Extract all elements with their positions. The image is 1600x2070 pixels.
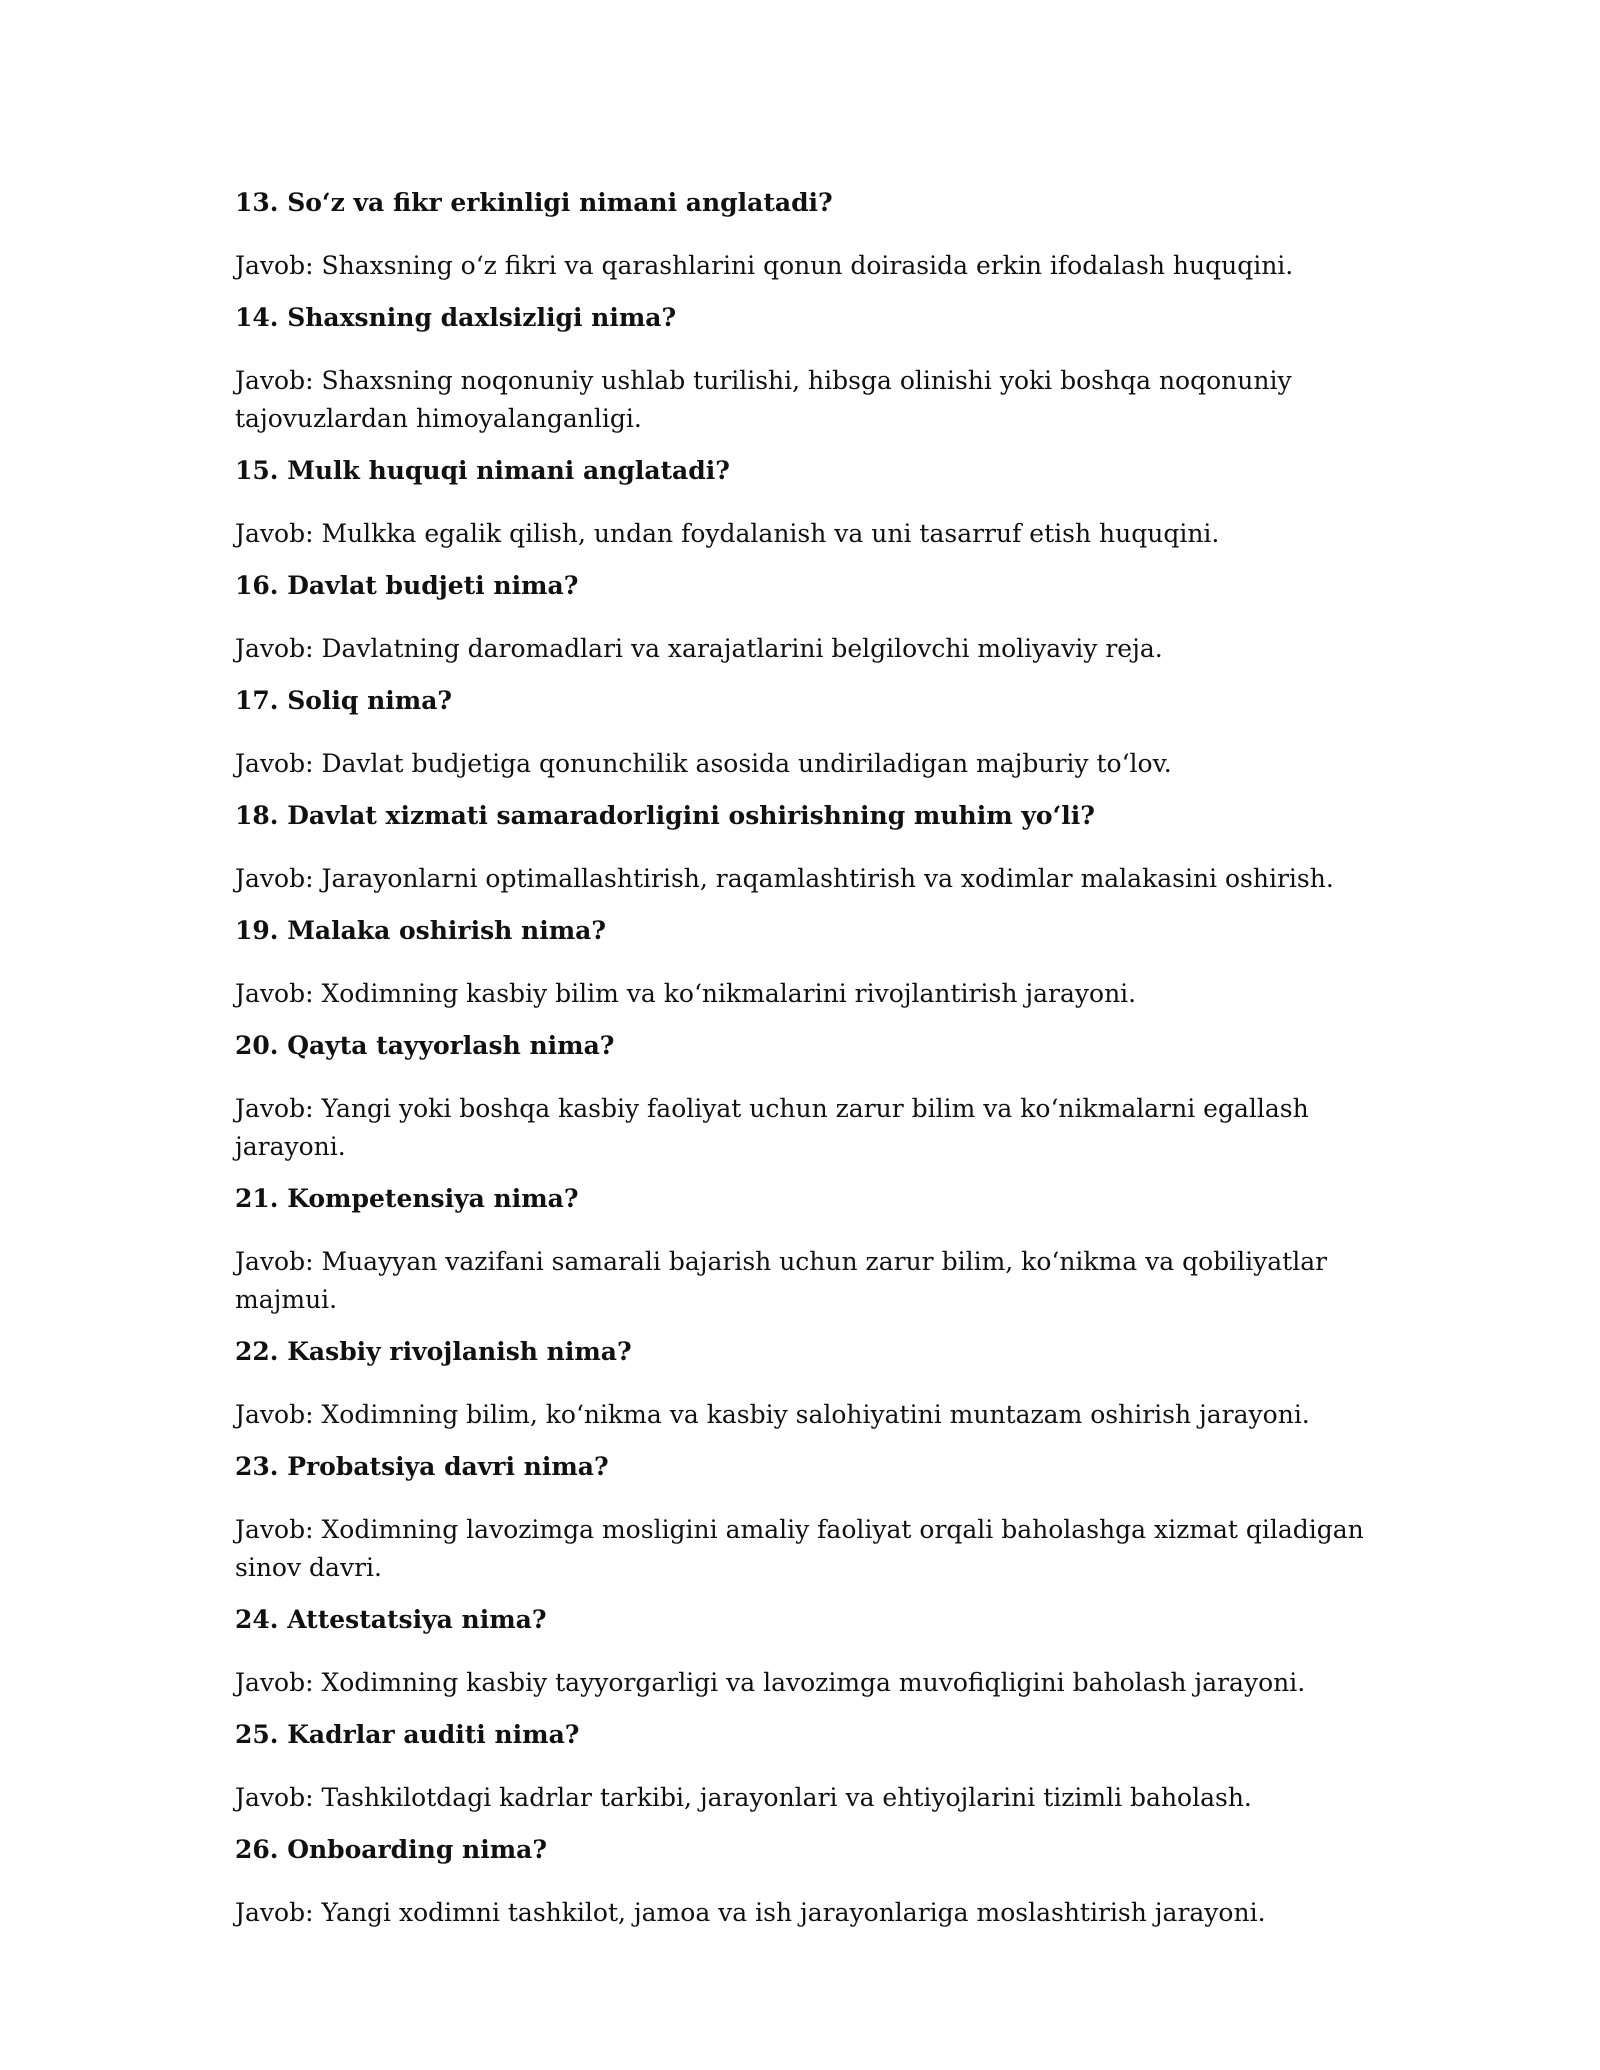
question: 17. Soliq nima?	[235, 686, 453, 715]
question: 15. Mulk huquqi nimani anglatadi?	[235, 456, 730, 485]
qa-item-16	[235, 567, 1395, 668]
question: 13. So‘z va fikr erkinligi nimani anglatadi?	[235, 188, 833, 217]
question: 19. Malaka oshirish nima?	[235, 916, 607, 945]
qa-item-26	[235, 1831, 1395, 1932]
question: 26. Onboarding nima?	[235, 1835, 547, 1864]
qa-item-25	[235, 1716, 1395, 1817]
qa-item-21	[235, 1180, 1395, 1319]
answer: Javob: Yangi xodimni tashkilot, jamoa va ish jarayonlariga moslashtirish jarayoni.	[235, 1898, 1266, 1927]
question: 14. Shaxsning daxlsizligi nima?	[235, 303, 677, 332]
answer: Javob: Xodimning lavozimga mosligini amaliy faoliyat orqali baholashga xizmat qiladigan sinov davri.	[235, 1515, 1364, 1582]
qa-item-19	[235, 912, 1395, 1013]
qa-item-15	[235, 452, 1395, 553]
answer: Javob: Xodimning kasbiy tayyorgarligi va lavozimga muvofiqligini baholash jarayoni.	[235, 1668, 1306, 1697]
question: 25. Kadrlar auditi nima?	[235, 1720, 580, 1749]
question: 24. Attestatsiya nima?	[235, 1605, 547, 1634]
qa-item-24	[235, 1601, 1395, 1702]
qa-item-23	[235, 1448, 1395, 1587]
qa-item-17	[235, 682, 1395, 783]
qa-item-18	[235, 797, 1395, 898]
question: 18. Davlat xizmati samaradorligini oshirishning muhim yo‘li?	[235, 801, 1095, 830]
answer: Javob: Xodimning kasbiy bilim va ko‘nikmalarini rivojlantirish jarayoni.	[235, 979, 1137, 1008]
question: 22. Kasbiy rivojlanish nima?	[235, 1337, 632, 1366]
qa-item-20	[235, 1027, 1395, 1166]
answer: Javob: Davlatning daromadlari va xarajatlarini belgilovchi moliyaviy reja.	[235, 634, 1163, 663]
answer: Javob: Xodimning bilim, ko‘nikma va kasbiy salohiyatini muntazam oshirish jarayoni.	[235, 1400, 1310, 1429]
question: 23. Probatsiya davri nima?	[235, 1452, 609, 1481]
answer: Javob: Mulkka egalik qilish, undan foydalanish va uni tasarruf etish huquqini.	[235, 519, 1220, 548]
answer: Javob: Jarayonlarni optimallashtirish, raqamlashtirish va xodimlar malakasini oshirish.	[235, 864, 1334, 893]
question: 20. Qayta tayyorlash nima?	[235, 1031, 615, 1060]
answer: Javob: Yangi yoki boshqa kasbiy faoliyat uchun zarur bilim va ko‘nikmalarni egallash jarayoni.	[235, 1094, 1309, 1161]
answer: Javob: Davlat budjetiga qonunchilik asosida undiriladigan majburiy to‘lov.	[235, 749, 1172, 778]
answer: Javob: Shaxsning noqonuniy ushlab turilishi, hibsga olinishi yoki boshqa noqonuniy tajovuzlardan himoyalanganligi.	[235, 366, 1292, 433]
answer: Javob: Muayyan vazifani samarali bajarish uchun zarur bilim, ko‘nikma va qobiliyatlar majmui.	[235, 1247, 1328, 1314]
answer: Javob: Tashkilotdagi kadrlar tarkibi, jarayonlari va ehtiyojlarini tizimli baholash.	[235, 1783, 1252, 1812]
answer: Javob: Shaxsning o‘z fikri va qarashlarini qonun doirasida erkin ifodalash huquqini.	[235, 251, 1294, 280]
qa-item-22	[235, 1333, 1395, 1434]
question: 16. Davlat budjeti nima?	[235, 571, 579, 600]
document-page	[235, 184, 1395, 1946]
question: 21. Kompetensiya nima?	[235, 1184, 579, 1213]
qa-item-14	[235, 299, 1395, 438]
qa-item-13	[235, 184, 1395, 285]
